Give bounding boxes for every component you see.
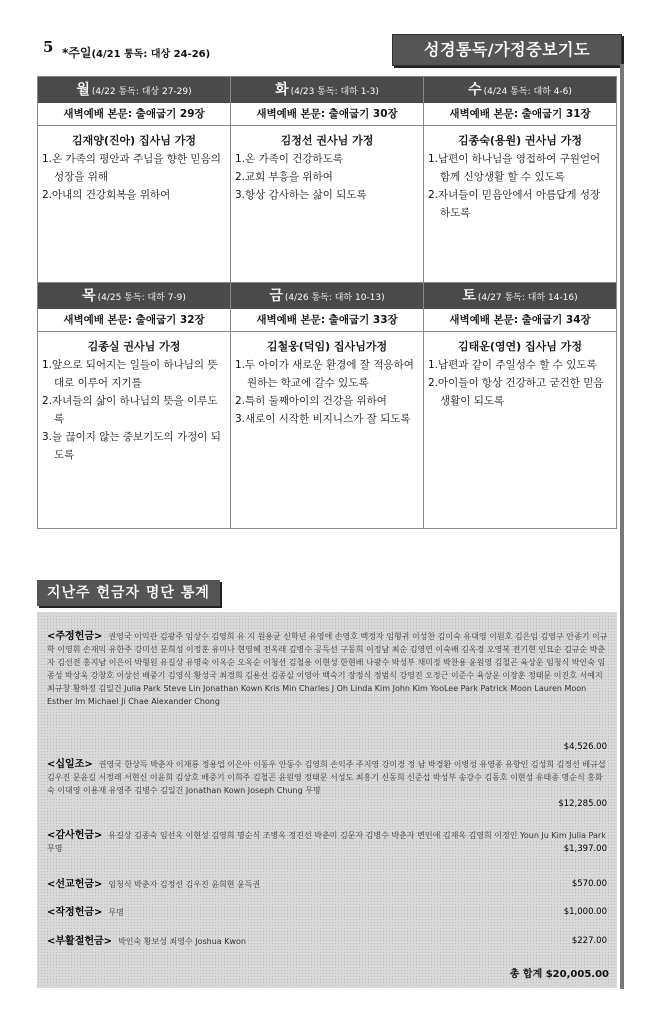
prayer-grid bbox=[37, 76, 617, 529]
offering-label: <감사헌금> bbox=[47, 830, 103, 841]
prayer-item: 3.늘 끊이지 않는 중보기도의 가정이 되도록 bbox=[42, 431, 221, 461]
offering-amount: $12,285.00 bbox=[558, 799, 607, 809]
offering-group bbox=[47, 878, 609, 891]
sunday-label: *주일 bbox=[62, 46, 92, 60]
day-cell-wed bbox=[424, 77, 617, 283]
offering-label: <주정헌금> bbox=[47, 631, 103, 642]
day-cell-mon bbox=[38, 77, 231, 283]
family-name: 김재양(진아) 집사님 가정 bbox=[72, 134, 196, 147]
offering-amount: $4,526.00 bbox=[563, 742, 607, 752]
offering-label: <작정헌금> bbox=[47, 907, 103, 918]
offering-names: 권영국 이익관 김광주 임상수 김영희 유 지 원용균 신학년 유영애 손영호 백정자 임형귀 이성찬 김이숙 유대영 이원호 김은임 김영구 안종기 이규학 이영휘 손재익 유한주 강미선 문희성 이정훈 유미나 현영혜 전옥래 김병수 공득선 구동희 이정남 최순 김영연 이숙배 김옥경 오영복 전기현 인묘순 김규순 박춘자 김선전 홍지남 이은이 박형원 유길상 유명숙 이옥순 오옥순 이청선 김철용 이현성 한현배 나광수 박성부 채미정 박찬용 윤원영 김철곤 육상운 임청식 박인숙 임종성 박상욱 강창호 이상선 배중기 김영식 황성국 최경희 김용선 김종실 이영아 백숙기 장정식 정범식 강영진 오정근 이준수 육상운 이장훈 정태문 이진호 서예지 최규창 황하정 김일건 Julia Park Steve Lin Jonathan Kown Kris Min Charles J Oh Linda Kim John Kim YooLee Park Patrick Moon Lauren Moon Esther Im Michael Ji Chae Alexander Chong bbox=[47, 632, 608, 706]
prayer-list bbox=[231, 356, 423, 428]
prayer-list bbox=[424, 150, 616, 222]
day-cell-sat bbox=[424, 283, 617, 529]
prayer-item: 2.특히 둘째아이의 건강을 위하여 bbox=[235, 395, 387, 407]
prayer-item: 3.항상 감사하는 삶이 되도록 bbox=[235, 189, 367, 201]
family-name: 김종실 권사님 가정 bbox=[87, 340, 181, 353]
offering-total: 총 합계 $20,005.00 bbox=[509, 969, 609, 980]
family-name: 김태운(영연) 집사님 가정 bbox=[458, 340, 582, 353]
prayer-item: 2.자녀들이 믿음안에서 아름답게 성장하도록 bbox=[428, 189, 601, 219]
day-sub: (4/25 통독: 대하 7-9) bbox=[97, 293, 186, 303]
day-sub: (4/26 통독: 대하 10-13) bbox=[284, 293, 385, 303]
family-name: 김종숙(용원) 권사님 가정 bbox=[458, 134, 582, 147]
family-name: 김철웅(덕임) 집사님가정 bbox=[266, 340, 388, 353]
prayer-item: 1.남편과 같이 주일성수 할 수 있도록 bbox=[428, 359, 597, 371]
offering-amount: $227.00 bbox=[571, 936, 607, 946]
page-number: 5 bbox=[43, 38, 54, 56]
offering-amount: $1,000.00 bbox=[563, 907, 607, 917]
sermon-text: 새벽예배 본문: 출애굽기 31장 bbox=[424, 103, 616, 126]
offering-names: 임청식 박춘자 김정선 김우진 윤희현 윤득권 bbox=[108, 880, 261, 889]
prayer-item: 2.아내의 건강회복을 위하여 bbox=[42, 189, 171, 201]
sermon-text: 새벽예배 본문: 출애굽기 33장 bbox=[231, 309, 423, 332]
prayer-item: 1.앞으로 되어지는 일들이 하나님의 뜻대로 이루어 지기를 bbox=[42, 359, 218, 389]
offering-label: <십일조> bbox=[47, 759, 93, 770]
prayer-item: 1.남편이 하나님을 영접하여 구원얻어 함께 신앙생활 할 수 있도록 bbox=[428, 153, 601, 183]
day-sub: (4/24 통독: 대하 4-6) bbox=[483, 87, 572, 97]
day-cell-thu bbox=[38, 283, 231, 529]
offering-group bbox=[47, 935, 609, 948]
day-cell-fri bbox=[231, 283, 424, 529]
frame-border bbox=[620, 64, 624, 989]
prayer-list bbox=[38, 150, 230, 204]
offering-names: 박인숙 황보성 최영수 Joshua Kwon bbox=[118, 937, 247, 946]
prayer-list bbox=[38, 356, 230, 464]
prayer-item: 1.두 아이가 새로운 환경에 잘 적응하여 원하는 학교에 갈수 있도록 bbox=[235, 359, 414, 389]
offering-group bbox=[47, 829, 609, 855]
sunday-sub: (4/21 통독: 대상 24-26) bbox=[91, 49, 211, 60]
offering-amount: $570.00 bbox=[571, 879, 607, 889]
offering-group bbox=[47, 758, 609, 809]
day-sub: (4/27 통독: 대하 14-16) bbox=[477, 293, 578, 303]
prayer-item: 2.교회 부흥을 위하여 bbox=[235, 171, 333, 183]
offering-group bbox=[47, 630, 609, 752]
offering-stats bbox=[37, 612, 617, 988]
stats-title: 지난주 헌금자 명단 통계 bbox=[37, 580, 220, 606]
prayer-item: 2.아이들이 항상 건강하고 굳건한 믿음생활이 되도록 bbox=[428, 377, 604, 407]
sermon-text: 새벽예배 본문: 출애굽기 34장 bbox=[424, 309, 616, 332]
prayer-list bbox=[231, 150, 423, 204]
family-name: 김정선 권사님 가정 bbox=[280, 134, 374, 147]
day-name: 수 bbox=[468, 82, 482, 98]
prayer-item: 3.새로이 시작한 비지니스가 잘 되도록 bbox=[235, 413, 411, 425]
offering-label: <선교헌금> bbox=[47, 879, 103, 890]
day-sub: (4/22 통독: 대상 27-29) bbox=[91, 87, 192, 97]
day-name: 토 bbox=[462, 288, 476, 304]
offering-names: 유길상 김종숙 임선옥 이현성 김영희 명순식 조병옥 정진선 박춘미 김문자 김병수 박춘자 변인애 김재옥 김영희 이정인 Youn Ju Kim Julia Park 무명 bbox=[47, 831, 606, 853]
sunday-reading bbox=[62, 44, 210, 61]
prayer-item: 1.온 가족이 건강하도록 bbox=[235, 153, 343, 165]
prayer-item: 1.온 가족의 평안과 주님을 향한 믿음의 성장을 위해 bbox=[42, 153, 221, 183]
prayer-item: 2.자녀들의 삶이 하나님의 뜻을 이루도록 bbox=[42, 395, 218, 425]
day-name: 목 bbox=[82, 288, 96, 304]
day-name: 금 bbox=[269, 288, 283, 304]
day-cell-tue bbox=[231, 77, 424, 283]
day-name: 월 bbox=[76, 82, 90, 98]
sermon-text: 새벽예배 본문: 출애굽기 29장 bbox=[38, 103, 230, 126]
offering-label: <부활절헌금> bbox=[47, 936, 113, 947]
offering-names: 권영국 한상득 박춘자 이재룡 정용업 이은아 이동우 안동수 김영희 손익주 주지영 강미경 정 남 박경환 이병성 유영종 유향인 김성희 김정선 배규섭 김우진 문윤길 서정래 서현신 이윤희 김상호 배중기 이희주 김철곤 윤원영 정태문 서성도 최흥기 신동희 신준섭 박성부 송강수 김동호 이현성 유태종 명순식 홍화숙 이대영 이용재 유영주 김병수 김일건 Jonathan Kown Joseph Chung 무명 bbox=[47, 760, 606, 795]
offering-group bbox=[47, 906, 609, 919]
sermon-text: 새벽예배 본문: 출애굽기 32장 bbox=[38, 309, 230, 332]
prayer-list bbox=[424, 356, 616, 410]
sermon-text: 새벽예배 본문: 출애굽기 30장 bbox=[231, 103, 423, 126]
offering-names: 무명 bbox=[108, 908, 124, 917]
section-banner: 성경통독/가정중보기도 bbox=[392, 34, 622, 66]
day-name: 화 bbox=[275, 82, 289, 98]
offering-amount: $1,397.00 bbox=[563, 844, 607, 854]
day-sub: (4/23 통독: 대하 1-3) bbox=[290, 87, 379, 97]
